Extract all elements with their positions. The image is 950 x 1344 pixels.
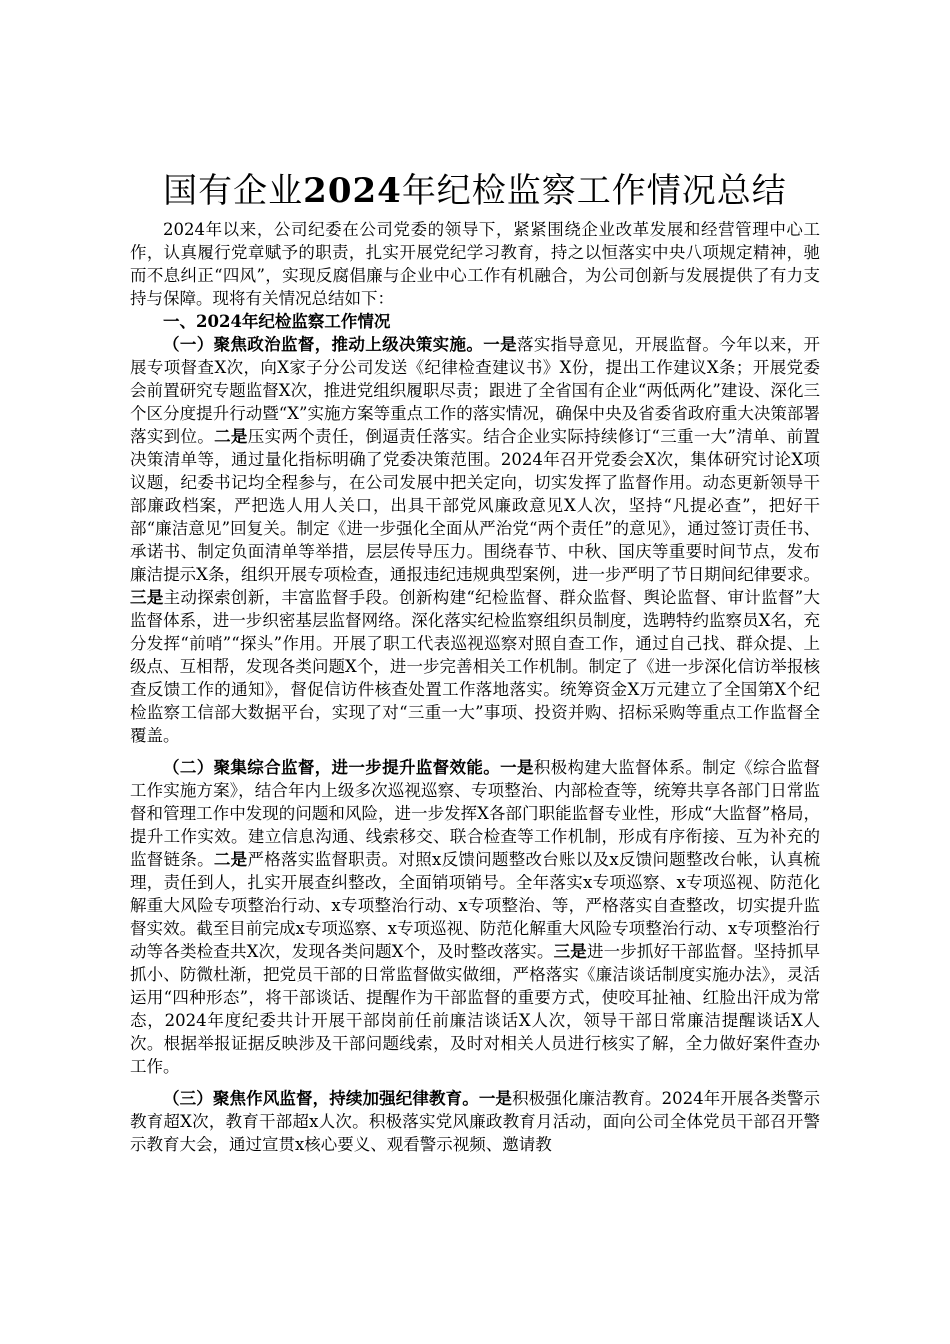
point-marker: 二是 (213, 850, 248, 869)
point-marker: 一是 (500, 758, 534, 777)
paragraph-political-supervision (130, 333, 820, 747)
title-prefix: 国有企业 (163, 171, 304, 211)
title-year: 2024 (303, 171, 402, 211)
paragraph-lead: （三）聚焦作风监督，持续加强纪律教育。 (163, 1089, 479, 1108)
paragraph-lead: （一）聚焦政治监督，推动上级决策实施。 (163, 335, 484, 354)
point-marker: 三是 (553, 942, 587, 961)
section-heading: 一、2024年纪检监察工作情况 (163, 312, 391, 331)
point-text: 积极构建大监督体系。制定《综合监督工作实施方案》，结合年内上级多次巡视巡察、专项整治、内部检查等，统筹共享各部门日常监督和管理工作中发现的问题和风险，进一步发挥X各部门职能监督专业性，形成“大监督”格局，提升工作实效。建立信息沟通、线索移交、联合检查等工作机制，形成有序衔接、互为补充的监督链条。 (130, 758, 821, 869)
point-marker: 二是 (214, 427, 248, 446)
intro-paragraph: 2024年以来，公司纪委在公司党委的领导下，紧紧围绕企业改革发展和经营管理中心工作，认真履行党章赋予的职责，扎实开展党纪学习教育，持之以恒落实中央八项规定精神，驰而不息纠正“四风”，实现反腐倡廉与企业中心工作有机融合，为公司创新与发展提供了有力支持与保障。现将有关情况总结如下： (130, 220, 820, 308)
point-text: 积极强化廉洁教育。2024年开展各类警示教育超X次，教育干部超x人次。积极落实党风廉政教育月活动，面向公司全体党员干部召开警示教育大会，通过宣贯x核心要义、观看警示视频、邀请教 (130, 1089, 820, 1154)
title-suffix: 年纪检监察工作情况总结 (401, 171, 787, 211)
paragraph-lead: （二）聚集综合监督，进一步提升监督效能。 (163, 758, 501, 777)
paragraph-style-supervision (130, 1087, 820, 1156)
document-page (130, 168, 820, 1156)
point-marker: 一是 (478, 1089, 513, 1108)
point-text: 落实指导意见，开展监督。今年以来，开展专项督查X次，向X家子分公司发送《纪律检查建议书》X份，提出工作建议X条；开展党委会前置研究专题监督X次，推进党组织履职尽责；跟进了全省国有企业“两低两化”建设、深化三个区分度提升行动暨“X”实施方案等重点工作的落实情况，确保中央及省委省政府重大决策部署落实到位。 (130, 335, 821, 446)
point-marker: 三是 (130, 588, 164, 607)
paragraph-comprehensive-supervision (130, 756, 820, 1078)
point-marker: 一是 (483, 335, 517, 354)
document-title (130, 168, 820, 214)
point-text: 进一步抓好干部监督。坚持抓早抓小、防微杜渐，把党员干部的日常监督做实做细，严格落实《廉洁谈话制度实施办法》，灵活运用“四种形态”，将干部谈话、提醒作为干部监督的重要方式，使咬耳扯袖、红脸出汗成为常态，2024年度纪委共计开展干部岗前任前廉洁谈话X人次，领导干部日常廉洁提醒谈话X人次。根据举报证据反映涉及干部问题线索，及时对相关人员进行核实了解，全力做好案件查办工作。 (130, 942, 821, 1076)
point-text: 主动探索创新，丰富监督手段。创新构建“纪检监督、群众监督、舆论监督、审计监督”大监督体系，进一步织密基层监督网络。深化落实纪检监察组织员制度，选聘特约监察员X名，充分发挥“前哨”“探头”作用。开展了职工代表巡视巡察对照自查工作，通过自己找、群众提、上级点、互相帮，发现各类问题X个，进一步完善相关工作机制。制定了《进一步深化信访举报核查反馈工作的通知》，督促信访件核查处置工作落地落实。统筹资金X万元建立了全国第X个纪检监察工信部大数据平台，实现了对“三重一大”事项、投资并购、招标采购等重点工作监督全覆盖。 (130, 588, 820, 745)
point-text: 严格落实监督职责。对照x反馈问题整改台账以及x反馈问题整改台帐，认真梳理，责任到人，扎实开展查纠整改，全面销项销号。全年落实x专项巡察、x专项巡视、防范化解重大风险专项整治行动、x专项整治行动、x专项整治、等，严格落实自查整改，切实提升监督实效。截至目前完成x专项巡察、x专项巡视、防范化解重大风险专项整治行动、x专项整治行动等各类检查共X次，发现各类问题X个，及时整改落实。 (130, 850, 820, 961)
point-text: 压实两个责任，倒逼责任落实。结合企业实际持续修订“三重一大”清单、前置决策清单等，通过量化指标明确了党委决策范围。2024年召开党委会X次，集体研究讨论X项议题，纪委书记均全程参与，在公司发展中把关定向，切实发挥了监督作用。动态更新领导干部廉政档案，严把选人用人关口，出具干部党风廉政意见X人次，坚持“凡提必查”，把好干部“廉洁意见”回复关。制定《进一步强化全面从严治党“两个责任”的意见》，通过签订责任书、承诺书、制定负面清单等举措，层层传导压力。围绕春节、中秋、国庆等重要时间节点，发布廉洁提示X条，组织开展专项检查，通报违纪违规典型案例，进一步严明了节日期间纪律要求。 (130, 427, 821, 584)
